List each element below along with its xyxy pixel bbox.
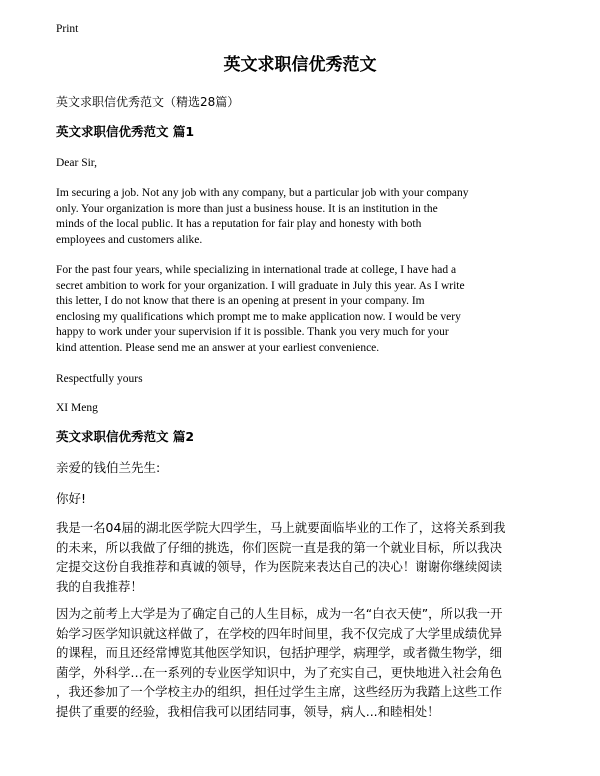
article1-paragraph1 <box>56 186 546 248</box>
article1-signature: XI Meng <box>56 402 98 414</box>
paragraph-line: For the past four years, while specializing in international trade at college, I have had a <box>56 264 457 276</box>
article1-heading: 英文求职信优秀范文 篇1 <box>56 124 195 139</box>
paragraph-line: enclosing my qualifications which prompt me to make application now. I would be very <box>56 310 461 323</box>
paragraph-line: 我是一名04届的湖北医学院大四学生，马上就要面临毕业的工作了，这将关系到我 <box>56 520 506 535</box>
print-link[interactable]: Print <box>56 23 79 35</box>
paragraph-line: minds of the local public. It has a reputation for fair play and honesty with both <box>56 218 422 230</box>
document-page <box>56 0 546 776</box>
paragraph-line: 因为之前考上大学是为了确定自己的人生目标，成为一名“白衣天使”，所以我一开 <box>56 606 503 621</box>
paragraph-line: this letter, I do not know that there is an opening at present in your company. Im <box>56 295 425 307</box>
paragraph-line: 的未来，所以我做了仔细的挑选，你们医院一直是我的第一个就业目标，所以我决 <box>56 539 503 555</box>
paragraph-line: ，我还参加了一个学校主办的组织，担任过学生主席，这些经历为我踏上这些工作 <box>56 684 503 699</box>
paragraph-line: only. Your organization is more than just a business house. It is an institution in the <box>56 202 438 215</box>
document-title: 英文求职信优秀范文 <box>223 55 377 75</box>
document-subtitle: 英文求职信优秀范文（精选28篇） <box>56 95 240 109</box>
paragraph-line: 菌学，外科学…在一系列的专业医学知识中，为了充实自己，更快地进入社会角色 <box>56 664 503 680</box>
paragraph-line: happy to work under your supervision if it is possible. Thank you very much for your <box>56 326 449 338</box>
article1-salutation: Dear Sir, <box>56 157 98 169</box>
paragraph-line: 的课程，而且还经常博览其他医学知识，包括护理学，病理学，或者微生物学，细 <box>56 645 503 660</box>
article1-closing: Respectfully yours <box>56 373 143 385</box>
article2-salutation: 亲爱的钱伯兰先生: <box>56 460 161 475</box>
paragraph-line: employees and customers alike. <box>56 233 203 246</box>
paragraph-line: Im securing a job. Not any job with any company, but a particular job with your company <box>56 187 469 199</box>
article2-paragraph2 <box>56 604 548 721</box>
article1-paragraph2 <box>56 263 546 356</box>
article2-greeting: 你好! <box>56 491 87 506</box>
paragraph-line: kind attention. Please send me an answer at your earliest convenience. <box>56 341 380 354</box>
paragraph-line: secret ambition to work for your organization. I will graduate in July this year. As I write <box>56 279 465 292</box>
article2-paragraph1 <box>56 518 548 596</box>
paragraph-line: 定提交这份自我推荐和真诚的领导，作为医院来表达自己的决心！谢谢你继续阅读 <box>56 559 503 574</box>
paragraph-line: 提供了重要的经验，我相信我可以团结同事，领导，病人...和睦相处！ <box>56 703 440 719</box>
paragraph-line: 始学习医学知识就这样做了，在学校的四年时间里，我不仅完成了大学里成绩优异 <box>56 625 503 641</box>
paragraph-line: 我的自我推荐！ <box>56 578 143 594</box>
article2-heading: 英文求职信优秀范文 篇2 <box>56 429 195 444</box>
